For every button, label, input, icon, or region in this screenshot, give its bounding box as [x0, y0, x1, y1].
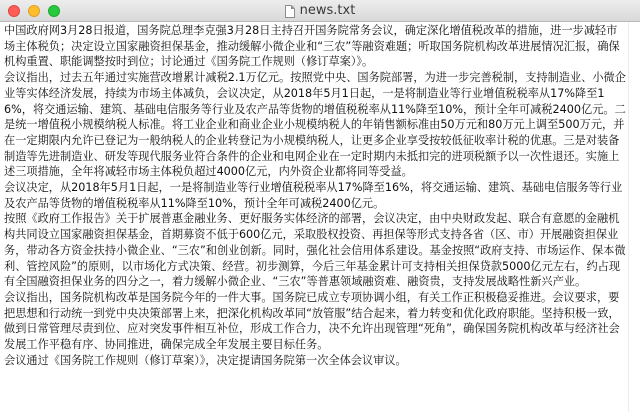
window-title [0, 0, 640, 22]
vertical-scrollbar[interactable] [628, 22, 640, 412]
document-text-area[interactable] [0, 22, 626, 412]
text-document-icon [285, 5, 295, 18]
paragraph: 会议通过《国务院工作规则（修订草案）》，决定提请国务院第一次全体会议审议。 [4, 353, 407, 367]
paragraph: 会议指出，国务院机构改革是国务院今年的一件大事。国务院已成立专项协调小组，有关工作正积极稳妥推进。会议要求，要把思想和行动统一到党中央决策部署上来，把深化机构改革同“放管服”结合起来，着力转变和优化政府职能。坚持积极一致，做到日常管理尽责到位、应对突发事件相互补位，形成工作合力，决不允许出现管理“死角”，确保国务院机构改革与经济社会发展工作平稳有序、协同推进，确保完成全年发展主要目标任务。 [4, 290, 620, 352]
paragraph: 中国政府网3月28日报道，国务院总理李克强3月28日主持召开国务院常务会议，确定深化增值税改革的措施，进一步减轻市场主体税负；决定设立国家融资担保基金，推动缓解小微企业和“三农”等融资难题；听取国务院机构改革进展情况汇报，确保机构重置、职能调整按时到位；讨论通过《国务院工作规则（修订草案）》。 [4, 24, 620, 69]
window-title-text: news.txt [299, 3, 356, 18]
title-bar[interactable] [0, 0, 640, 22]
paragraph: 会议决定，从2018年5月1日起，一是将制造业等行业增值税税率从17%降至16%，将交通运输、建筑、基础电信服务等行业及农产品等货物的增值税税率从11%降至10%，预计全年可减税2400亿元。 [4, 181, 623, 210]
paragraph: 按照《政府工作报告》关于扩展普惠金融业务、更好服务实体经济的部署，会议决定，由中央财政发起、联合有意愿的金融机构共同设立国家融资担保基金，首期募资不低于600亿元，采取股权投资、再担保等形式支持各省（区、市）开展融资担保业务，带动各方资金扶持小微企业、“三农”和创业创新。同时，强化社会信用体系建设。基金按照“政府支持、市场运作、保本微利、管控风险”的原则，以市场化方式决策、经营。初步测算，今后三年基金累计可支持相关担保贷款5000亿元左右，约占现有全国融资担保业务的四分之一，着力缓解小微企业、“三农”等普惠领域融资难、融资贵，支持发展战略性新兴产业。 [4, 212, 626, 289]
paragraph: 会议指出，过去五年通过实施营改增累计减税2.1万亿元。按照党中央、国务院部署，为进一步完善税制，支持制造业、小微企业等实体经济发展，持续为市场主体减负，会议决定，从2018年5月1日起，一是将制造业等行业增值税税率从17%降至16%，将交通运输、建筑、基础电信服务等行业及农产品等货物的增值税税率从11%降至10%，预计全年可减税2400亿元。二是统一增值税小规模纳税人标准。将工业企业和商业企业小规模纳税人的年销售额标准由50万元和80万元上调至500万元，并在一定期限内允许已登记为一般纳税人的企业转登记为小规模纳税人，让更多企业享受按较低征收率计税的优惠。三是对装备制造等先进制造业、研发等现代服务业符合条件的企业和电网企业在一定时期内未抵扣完的进项税额予以一次性退还。实施上述三项措施，全年将减轻市场主体税负超过4000亿元，内外资企业都将同等受益。 [4, 71, 626, 179]
